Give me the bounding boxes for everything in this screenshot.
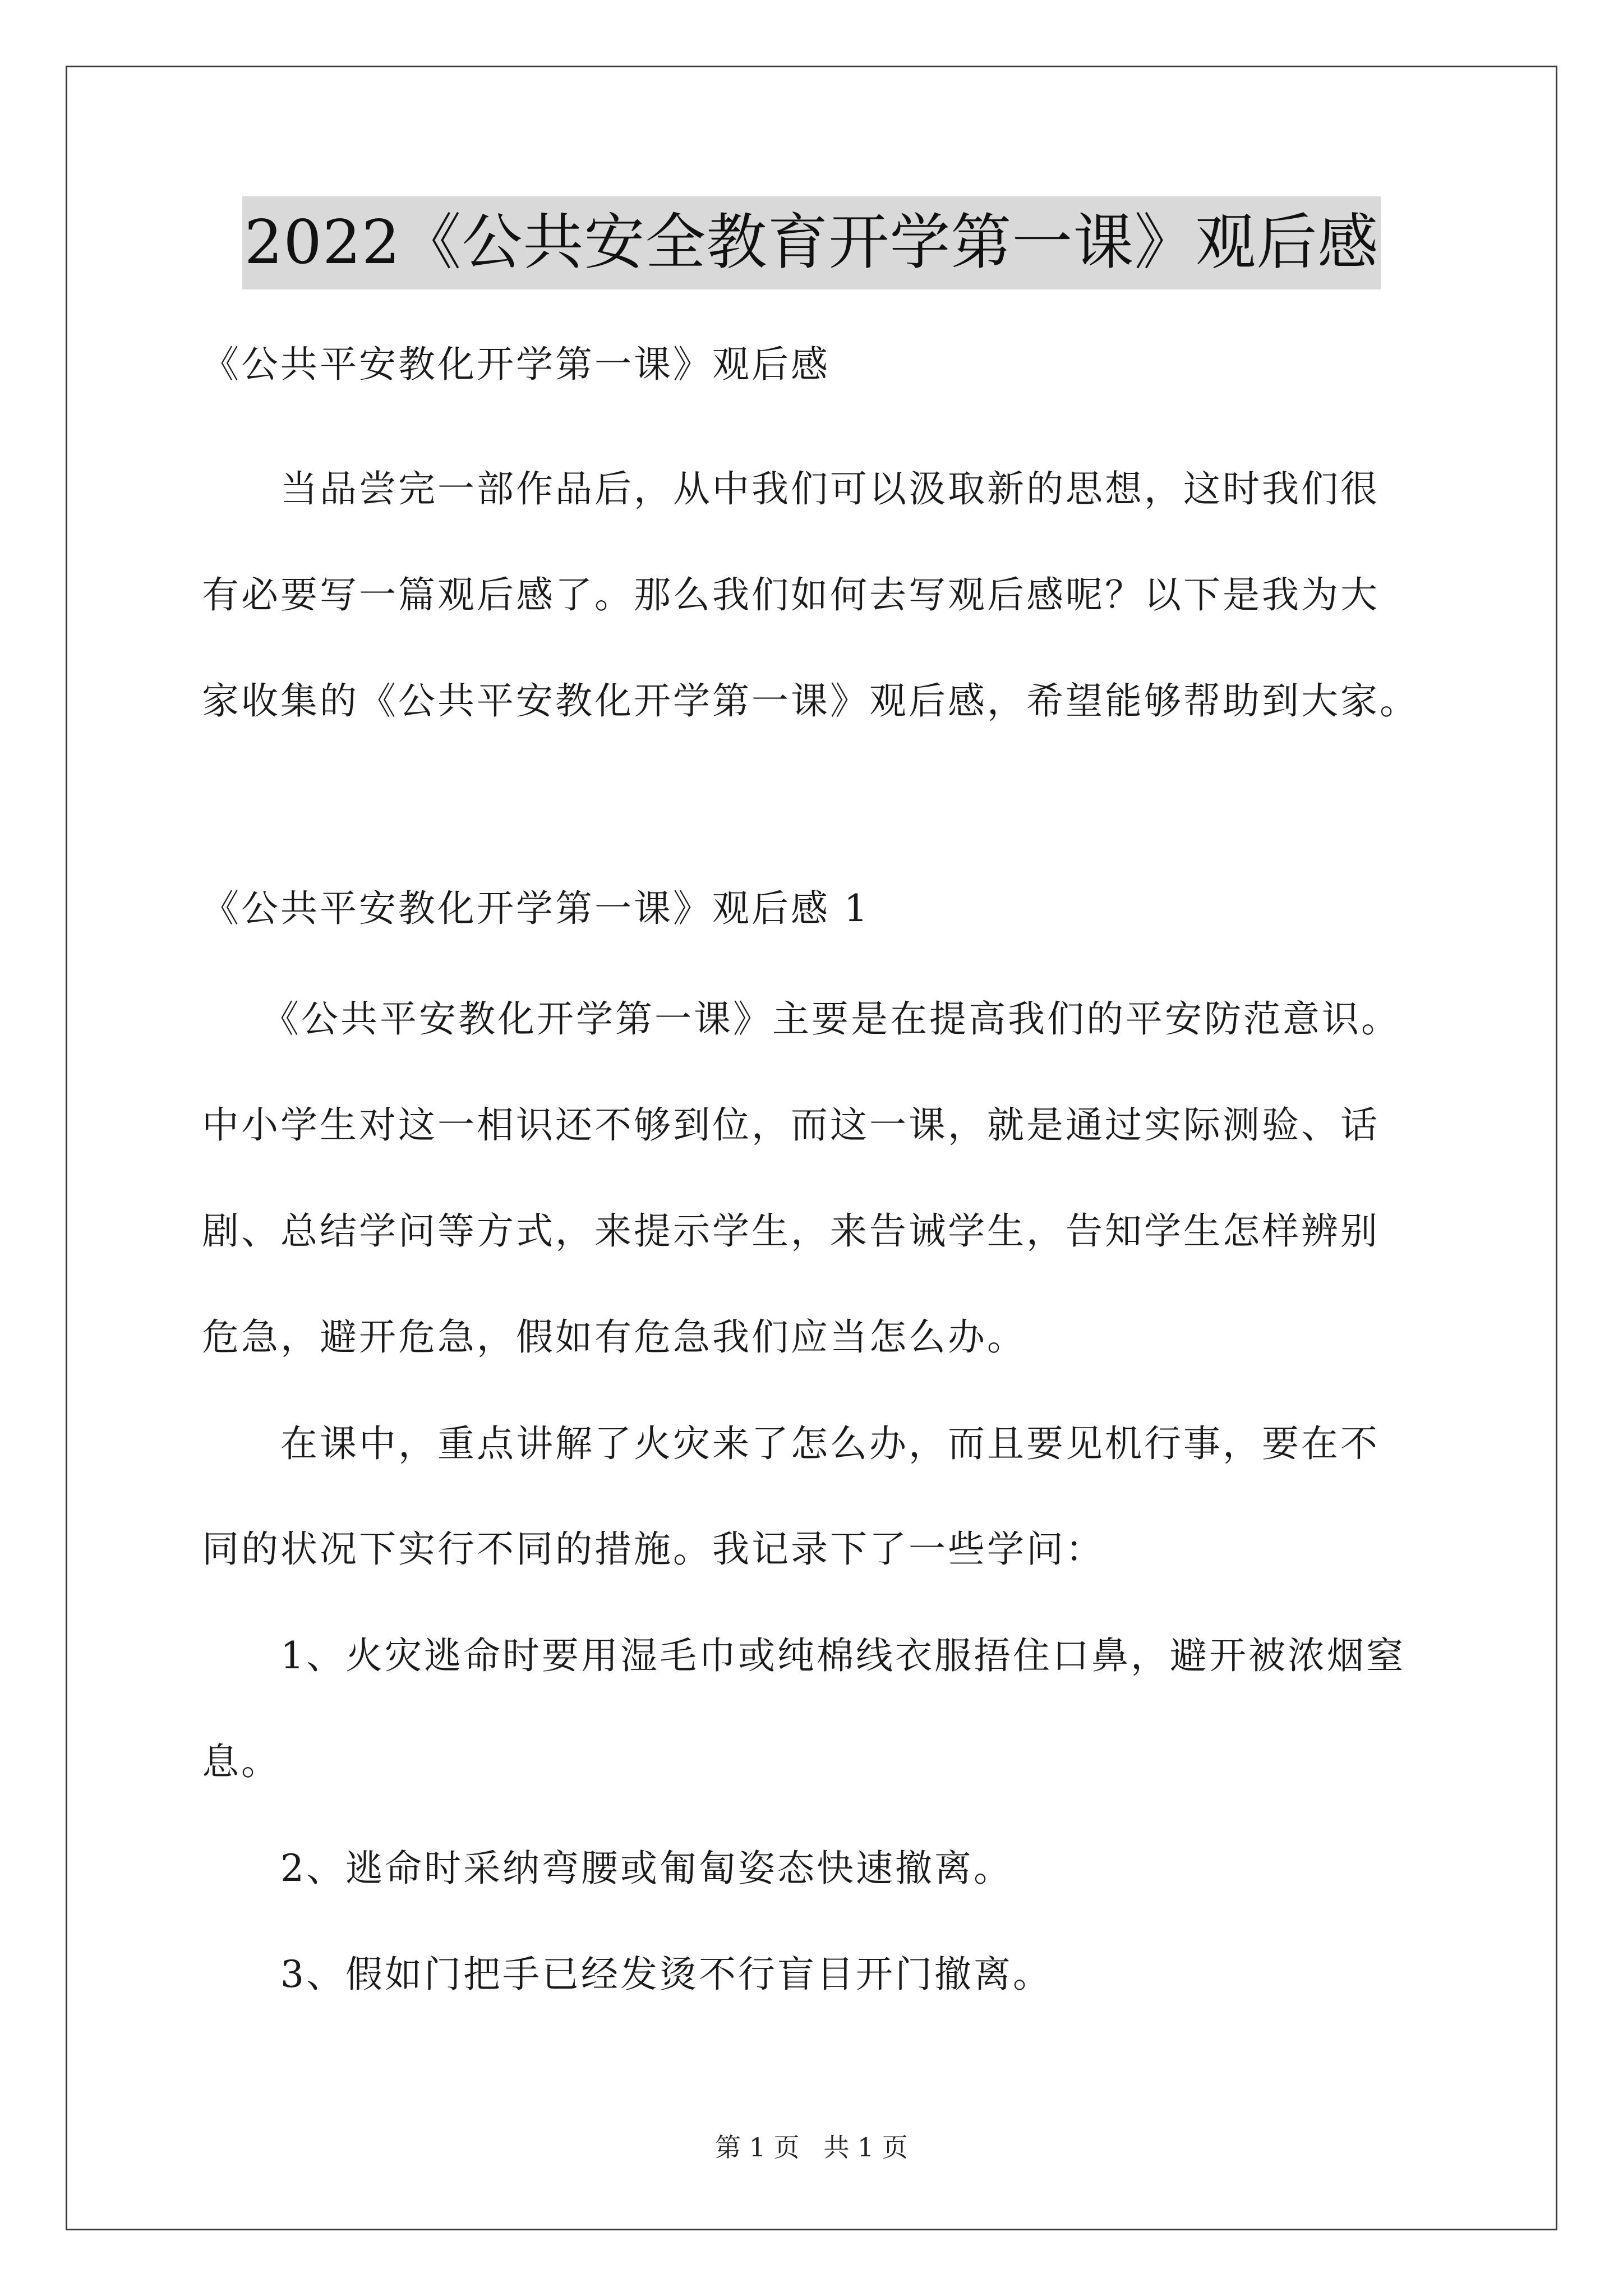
document-title: 2022《公共安全教育开学第一课》观后感 (242, 196, 1381, 289)
paragraph-line: 《公共平安教化开学第一课》主要是在提高我们的平安防范意识。 (202, 997, 1400, 1041)
page-total: 共 1 页 (823, 2132, 908, 2162)
paragraph-line: 当品尝完一部作品后，从中我们可以汲取新的思想，这时我们很 (202, 467, 1380, 510)
paragraph-line: 剧、总结学问等方式，来提示学生，来告诫学生，告知学生怎样辨别 (202, 1209, 1380, 1253)
page-number: 第 1 页 (715, 2132, 800, 2162)
subtitle-line: 《公共平安教化开学第一课》观后感 (202, 343, 830, 386)
paragraph-line: 中小学生对这一相识还不够到位，而这一课，就是通过实际测验、话 (202, 1103, 1380, 1147)
title-container (0, 196, 1623, 289)
list-item: 3、假如门把手已经发烫不行盲目开门撤离。 (202, 1953, 1052, 1996)
paragraph-line: 危急，避开危急，假如有危急我们应当怎么办。 (202, 1315, 1026, 1359)
paragraph-line: 有必要写一篇观后感了。那么我们如何去写观后感呢？以下是我为大 (202, 573, 1380, 616)
section-heading: 《公共平安教化开学第一课》观后感 1 (202, 887, 870, 930)
list-item: 1、火灾逃命时要用湿毛巾或纯棉线衣服捂住口鼻，避开被浓烟窒 (202, 1634, 1405, 1677)
list-item-continuation: 息。 (202, 1740, 280, 1783)
page-footer (0, 2131, 1623, 2164)
paragraph-line: 在课中，重点讲解了火灾来了怎么办，而且要见机行事，要在不 (202, 1422, 1380, 1465)
list-item: 2、逃命时采纳弯腰或匍匐姿态快速撤离。 (202, 1847, 1013, 1890)
paragraph-line: 家收集的《公共平安教化开学第一课》观后感，希望能够帮助到大家。 (202, 679, 1419, 723)
page-border (66, 66, 1557, 2230)
paragraph-line: 同的状况下实行不同的措施。我记录下了一些学问： (202, 1527, 1105, 1571)
